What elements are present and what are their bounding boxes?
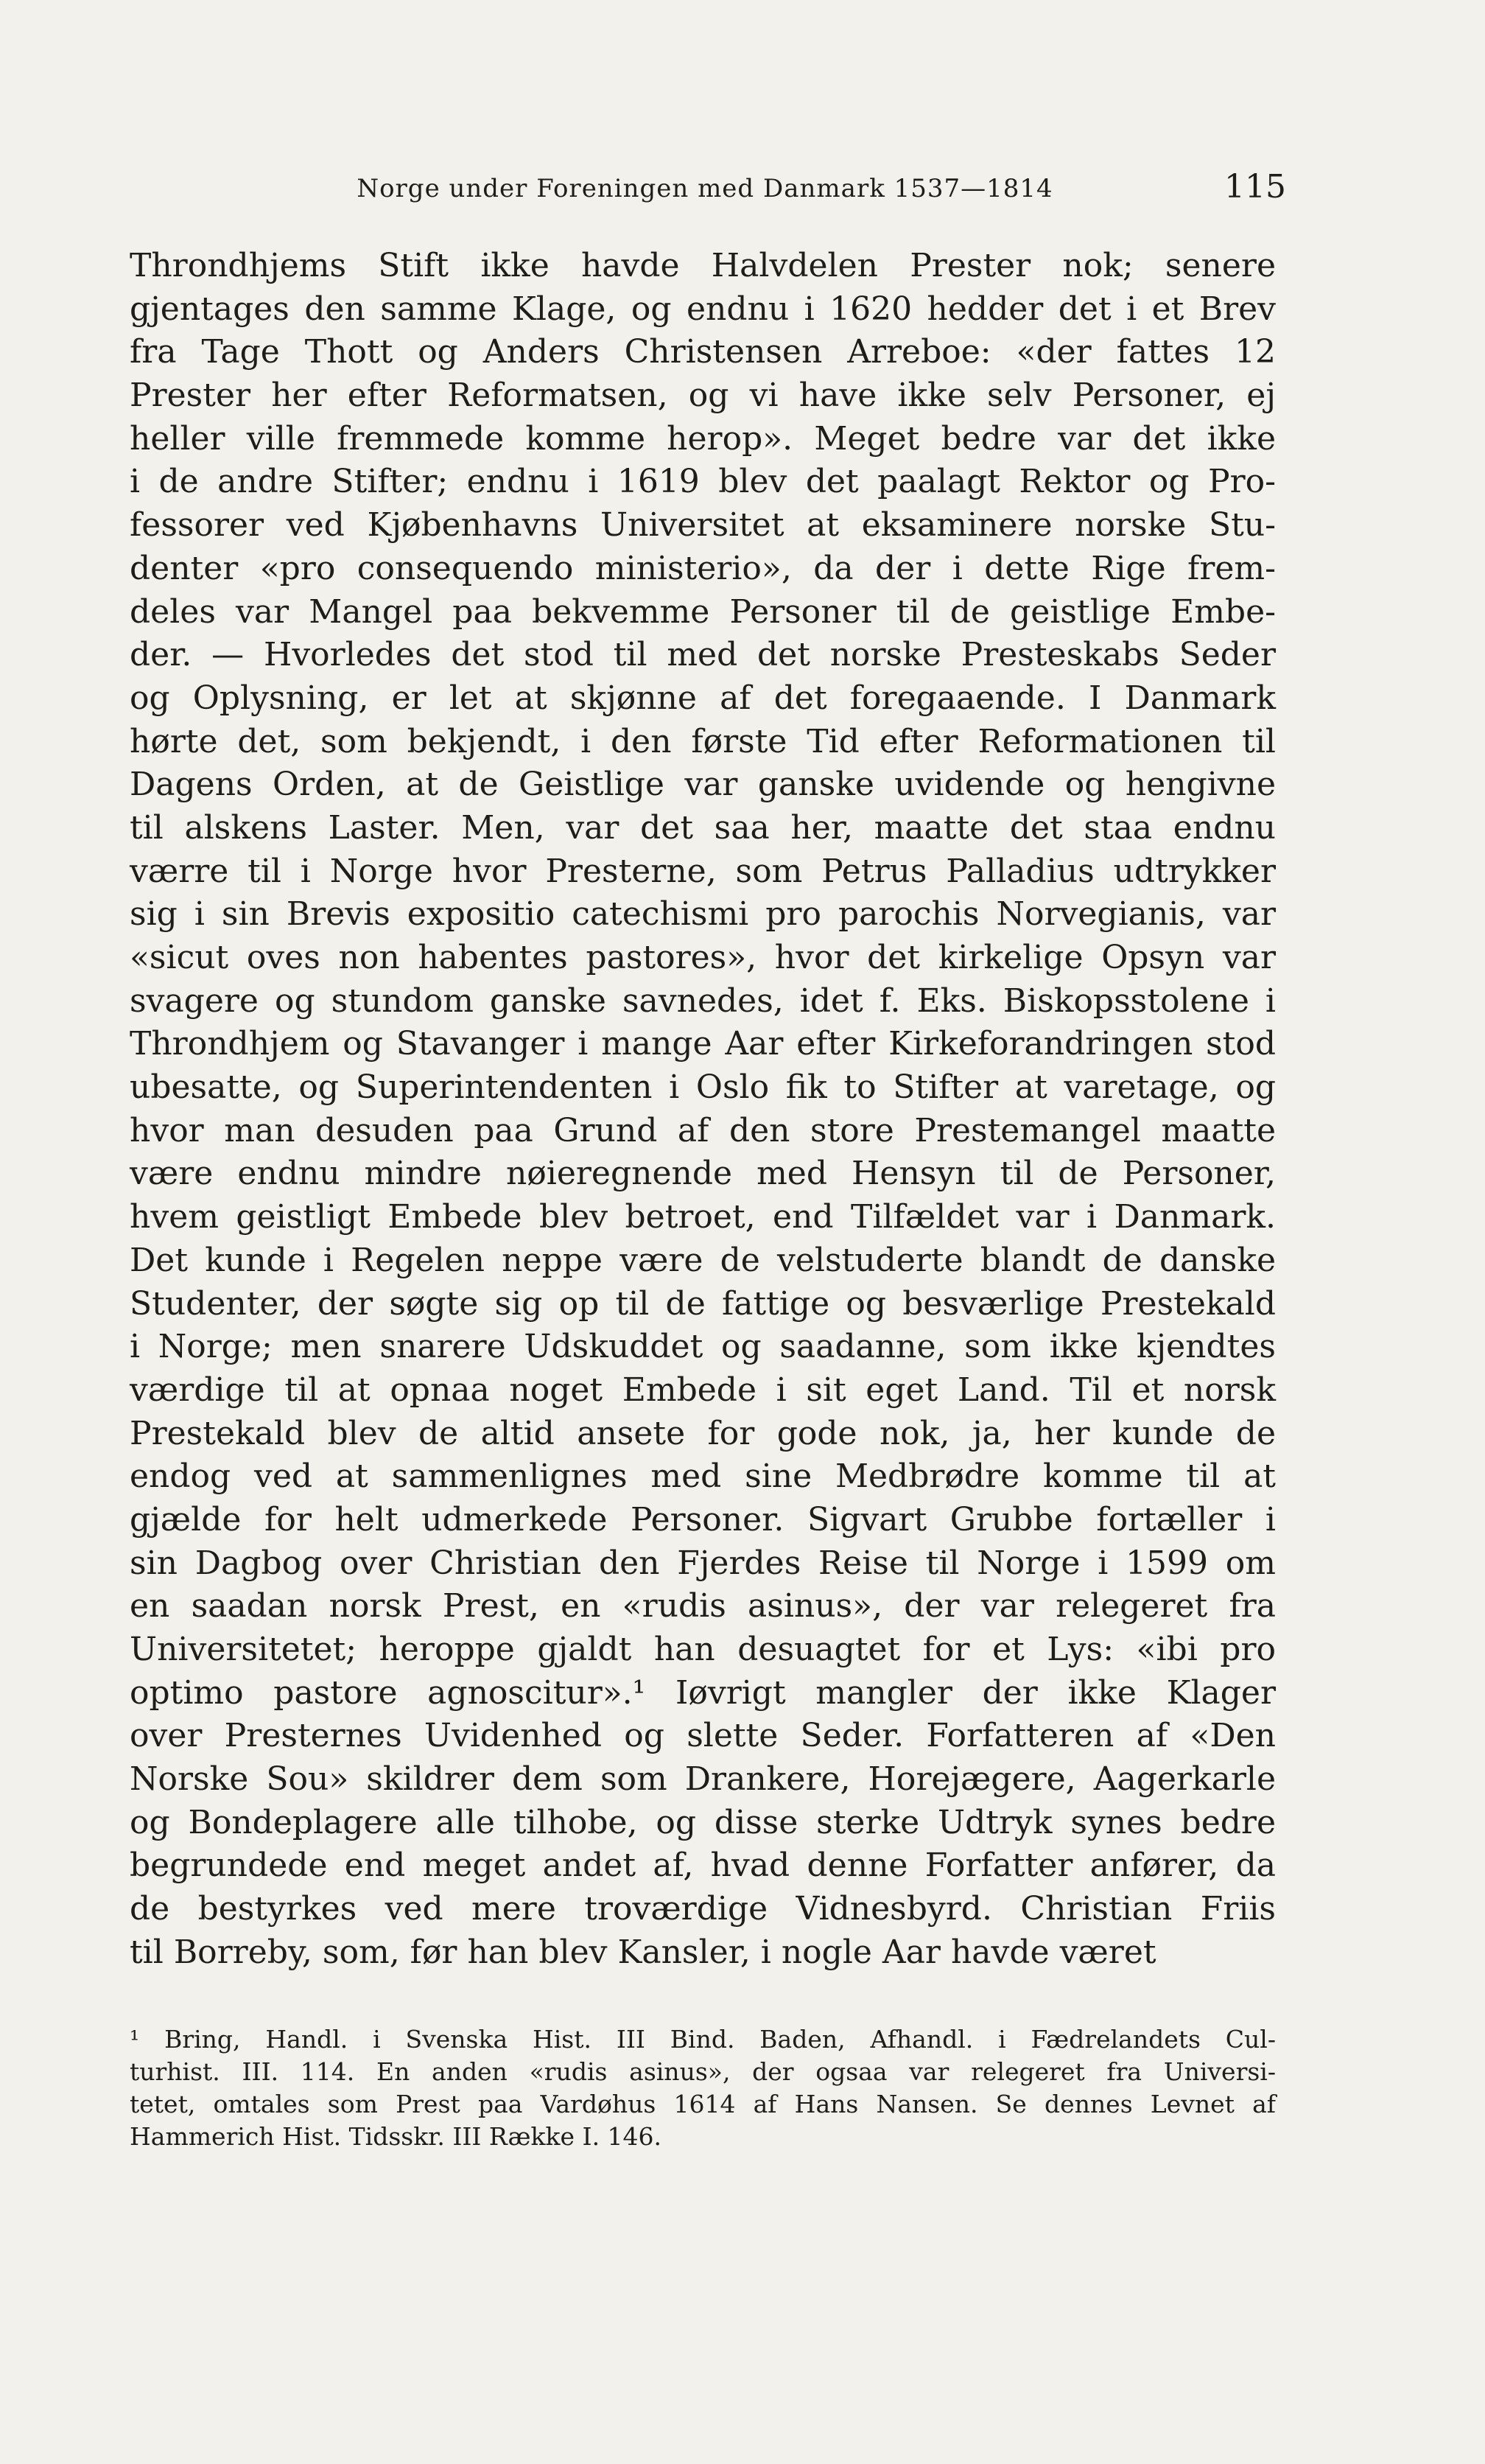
body-line: der. — Hvorledes det stod til med det norske Presteskabs Seder (130, 636, 1276, 674)
body-line: Prester her efter Reformatsen, og vi have ikke selv Personer, ej (130, 377, 1276, 415)
body-line: svagere og stundom ganske savnedes, idet f. Eks. Biskopsstolene i (130, 981, 1276, 1020)
body-line: over Presternes Uvidenhed og slette Seder. Forfatteren af «Den (130, 1717, 1276, 1755)
running-title: Norge under Foreningen med Danmark 1537—1814 (357, 174, 1053, 203)
body-line: værdige til at opnaa noget Embede i sit eget Land. Til et norsk (130, 1371, 1276, 1409)
page-number: 115 (1224, 168, 1286, 206)
body-line: gjentages den samme Klage, og endnu i 1620 hedder det i et Brev (130, 290, 1276, 328)
body-line: endog ved at sammenlignes med sine Medbrødre komme til at (130, 1457, 1276, 1496)
body-line: en saadan norsk Prest, en «rudis asinus», der var relegeret fra (130, 1587, 1276, 1625)
body-line: heller ville fremmede komme herop». Meget bedre var det ikke (130, 419, 1276, 458)
body-line: Det kunde i Regelen neppe være de velstuderte blandt de danske (130, 1241, 1276, 1279)
body-text (130, 245, 1276, 1975)
body-line: «sicut oves non habentes pastores», hvor det kirkelige Opsyn var (130, 939, 1276, 976)
body-line: værre til i Norge hvor Presterne, som Petrus Palladius udtrykker (130, 852, 1276, 890)
body-line: og Bondeplagere alle tilhobe, og disse sterke Udtryk synes bedre (130, 1803, 1276, 1841)
body-line: begrundede end meget andet af, hvad denne Forfatter anfører, da (130, 1847, 1276, 1885)
body-line: Throndhjems Stift ikke havde Halvdelen Prester nok; senere (130, 247, 1276, 284)
footnotes (130, 2023, 1276, 2153)
body-line: deles var Mangel paa bekvemme Personer til de geistlige Embe- (130, 592, 1276, 631)
body-line: sin Dagbog over Christian den Fjerdes Reise til Norge i 1599 om (130, 1544, 1276, 1582)
body-line: ubesatte, og Superintendenten i Oslo fik to Stifter at varetage, og (130, 1068, 1276, 1107)
footnote-line: ¹ Bring, Handl. i Svenska Hist. III Bind. Baden, Afhandl. i Fædrelandets Cul- (130, 2025, 1276, 2054)
body-line: være endnu mindre nøieregnende med Hensyn til de Personer, (130, 1155, 1276, 1193)
footnote-line: turhist. III. 114. En anden «rudis asinus», der ogsaa var relegeret fra Universi- (130, 2057, 1276, 2086)
body-line: Prestekald blev de altid ansete for gode nok, ja, her kunde de (130, 1414, 1276, 1452)
body-line: Universitetet; heroppe gjaldt han desuagtet for et Lys: «ibi pro (130, 1631, 1276, 1668)
body-line: gjælde for helt udmerkede Personer. Sigvart Grubbe fortæller i (130, 1500, 1276, 1539)
body-line: Dagens Orden, at de Geistlige var ganske uvidende og hengivne (130, 766, 1276, 804)
body-line: i Norge; men snarere Udskuddet og saadanne, som ikke kjendtes (130, 1328, 1276, 1366)
body-line: fessorer ved Kjøbenhavns Universitet at eksaminere norske Stu- (130, 506, 1276, 545)
body-line: i de andre Stifter; endnu i 1619 blev det paalagt Rektor og Pro- (130, 463, 1276, 501)
body-line: de bestyrkes ved mere troværdige Vidnesbyrd. Christian Friis (130, 1890, 1276, 1928)
body-line: hørte det, som bekjendt, i den første Tid efter Reformationen til (130, 722, 1276, 760)
body-line: sig i sin Brevis expositio catechismi pro parochis Norvegianis, var (130, 895, 1276, 934)
body-line: denter «pro consequendo ministerio», da der i dette Rige frem- (130, 549, 1276, 587)
body-line: til Borreby, som, før han blev Kansler, i nogle Aar havde været (130, 1933, 1156, 1971)
body-line: Throndhjem og Stavanger i mange Aar efter Kirkeforandringen stod (130, 1025, 1276, 1063)
body-line: hvor man desuden paa Grund af den store Prestemangel maatte (130, 1111, 1276, 1149)
page-header (124, 168, 1286, 212)
footnote-line: Hammerich Hist. Tidsskr. III Række I. 146. (130, 2122, 662, 2151)
body-line: til alskens Laster. Men, var det saa her, maatte det staa endnu (130, 808, 1276, 847)
body-line: Studenter, der søgte sig op til de fattige og besværlige Prestekald (130, 1284, 1276, 1323)
body-line: Norske Sou» skildrer dem som Drankere, Horejægere, Aagerkarle (130, 1760, 1276, 1799)
footnote-line: tetet, omtales som Prest paa Vardøhus 1614 af Hans Nansen. Se dennes Levnet af (130, 2090, 1276, 2118)
body-line: hvem geistligt Embede blev betroet, end Tilfældet var i Danmark. (130, 1198, 1276, 1236)
body-line: optimo pastore agnoscitur».¹ Iøvrigt mangler der ikke Klager (130, 1673, 1276, 1712)
body-line: og Oplysning, er let at skjønne af det foregaaende. I Danmark (130, 679, 1276, 717)
body-line: fra Tage Thott og Anders Christensen Arreboe: «der fattes 12 (130, 333, 1276, 371)
